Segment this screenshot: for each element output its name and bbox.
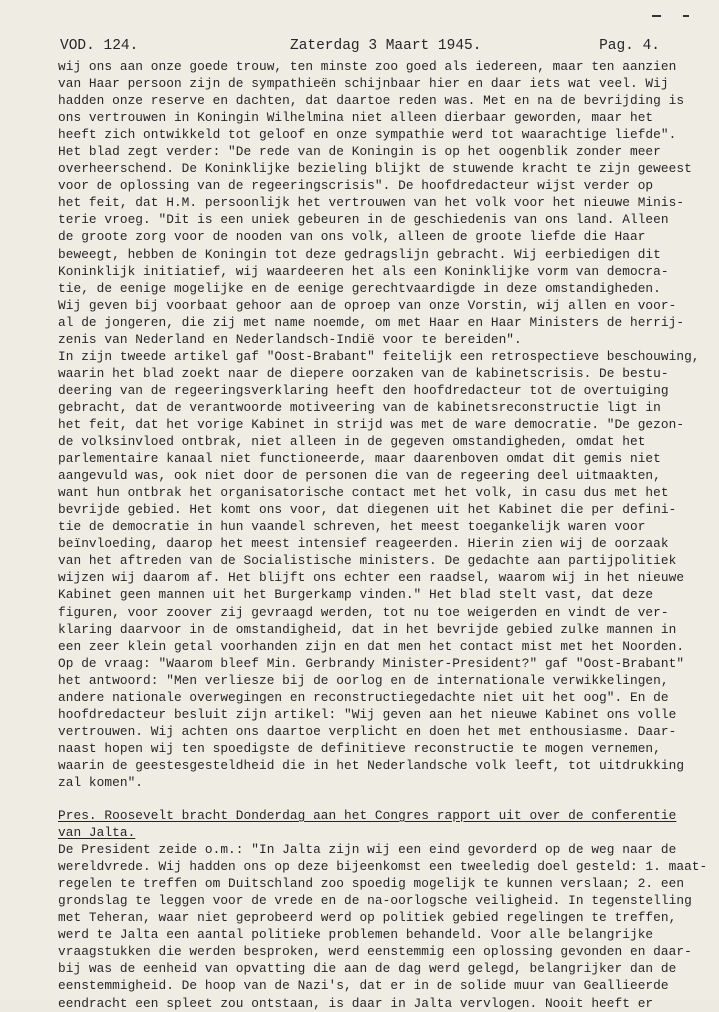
text-line: wereldvrede. Wij hadden ons op deze bijeenkomst een tweeledig doel gesteld: 1. maat- — [58, 859, 708, 875]
text-line: vertrouwen. Wij achten ons daartoe verplicht en doen het met enthousiasme. Daar- — [58, 723, 677, 739]
text-line: naast hopen wij ten spoedigste de definitieve reconstructie te mogen vernemen, — [58, 740, 661, 756]
text-line: het feit, dat het vorige Kabinet in strijd was met de ware democratie. "De gezon- — [58, 416, 685, 432]
article-jalta — [58, 807, 708, 1012]
text-line: aangevuld was, ook niet door de personen die van de regeering deel uitmaakten, — [58, 468, 661, 484]
text-line: eendracht een spleet zou ontstaan, is daar in Jalta vervlogen. Nooit heeft er — [58, 995, 654, 1011]
text-line: tie de democratie in hun vaandel schreven, het meest toegankelijk waren voor — [58, 519, 646, 535]
text-line: bevrijde gebied. Het komt ons voor, dat diegenen uit het Kabinet die per defini- — [58, 502, 677, 518]
text-line: voor de oplossing van de regeeringscrisis". De hoofdredacteur wijst verder op — [58, 178, 654, 194]
text-line: het antwoord: "Men verliesze bij de oorlog en de internationale verwikkelingen, — [58, 672, 669, 688]
text-line: Wij geven bij voorbaat gehoor aan de oproep van onze Vorstin, wij allen en voor- — [58, 297, 677, 313]
text-line: zal komen". — [58, 774, 144, 790]
text-line: Kabinet geen mannen uit het Burgerkamp vinden." Het blad stelt vast, dat deze — [58, 587, 654, 603]
text-line: grondslag te leggen voor de vrede en de na-oorlogsche veiligheid. In tegenstelling — [58, 893, 692, 909]
document-reference: VOD. 124. — [60, 38, 139, 54]
text-line: beweegt, hebben de Koningin tot deze gedragslijn gebracht. Wij eerbiedigen dit — [58, 246, 661, 262]
text-line: ons vertrouwen in Koningin Wilhelmina niet alleen dierbaar geworden, maar het — [58, 110, 654, 126]
text-line: waarin de geestesgesteldheid die in het Nederlandsche volk leeft, tot uitdrukking — [58, 757, 685, 773]
text-line: Op de vraag: "Waarom bleef Min. Gerbrandy Minister-President?" gaf "Oost-Brabant" — [58, 655, 685, 671]
mark-dash — [652, 15, 661, 17]
text-line: wij ons aan onze goede trouw, ten minste zoo goed als iedereen, maar ten aanzien — [58, 59, 677, 74]
document-date: Zaterdag 3 Maart 1945. — [290, 38, 482, 54]
body-text — [58, 58, 708, 1012]
text-line: tie, de eenige mogelijke en de eenige gerechtvaardigde in deze omstandigheden. — [58, 280, 661, 296]
text-line: deering van de regeeringsverklaring heeft den hoofdredacteur tot de overtuiging — [58, 382, 669, 398]
text-line: In zijn tweede artikel gaf "Oost-Brabant" feitelijk een retrospectieve beschouwing, — [58, 348, 700, 364]
paragraph-gap — [58, 791, 678, 807]
mark-dash — [683, 15, 689, 17]
text-line: terie vroeg. "Dit is een uniek gebeuren in de geschiedenis van ons land. Alleen — [58, 212, 669, 228]
text-line: overheerschend. De Koninklijke bezieling blijkt de stuwende kracht te zijn geweest — [58, 161, 692, 177]
text-line: al de jongeren, die zij met name noemde, om met Haar en Haar Ministers de herrij- — [58, 314, 685, 330]
text-line: van het aftreden van de Socialistische ministers. De gedachte aan partijpolitiek — [58, 553, 677, 569]
text-line: het feit, dat H.M. persoonlijk het vertrouwen van het volk voor het nieuwe Minis- — [58, 195, 685, 211]
text-line: werd te Jalta een aantal politieke problemen behandeld. Voor alle belangrijke — [58, 927, 654, 943]
article-heading: van Jalta. — [58, 825, 136, 841]
text-line: Het blad zegt verder: "De rede van de Koningin is op het oogenblik zonder meer — [58, 144, 661, 160]
text-line: Koninklijk initiatief, wij waardeeren het als een Koninklijke vorm van democra- — [58, 263, 669, 279]
text-line: figuren, voor zoover zij gevraagd werden, tot nu toe weigerden en vindt de ver- — [58, 604, 669, 620]
text-line: eenstemmigheid. De hoop van de Nazi's, dat er in de solide muur van Geallieerde — [58, 978, 669, 994]
text-line: de groote zorg voor de nooden van ons volk, alleen de groote liefde die Haar — [58, 229, 646, 245]
text-line: parlementaire kanaal niet functioneerde, maar daarenboven omdat dit gemis niet — [58, 451, 661, 467]
article-heading: Pres. Roosevelt bracht Donderdag aan het Congres rapport uit over de conferentie — [58, 808, 677, 824]
text-line: van Haar persoon zijn de sympathieën schijnbaar hier en daar iets wat veel. Wij — [58, 76, 669, 92]
text-line: vraagstukken die werden besproken, werd eenstemmig een oplossing gevonden en daar- — [58, 944, 692, 960]
article-oost-brabant — [58, 348, 700, 791]
article-koningin — [58, 58, 692, 348]
text-line: hoofdredacteur besluit zijn artikel: "Wij geven aan het nieuwe Kabinet ons volle — [58, 706, 677, 722]
text-line: klaring daarvoor in de omstandigheid, dat in het bevrijde gebied zulke mannen in — [58, 621, 677, 637]
text-line: hadden onze reserve en dachten, dat daartoe reden was. Met en na de bevrijding is — [58, 93, 685, 109]
page-header — [60, 36, 660, 56]
text-line: zenis van Nederland en Nederlandsch-Indië voor te bereiden". — [58, 331, 522, 347]
text-line: regelen te treffen om Duitschland zoo spoedig mogelijk te kunnen verslaan; 2. een — [58, 876, 685, 892]
text-line: beïnvloeding, daarop het meest intensief reageerden. Hierin zien wij de oorzaak — [58, 536, 669, 552]
text-line: bij was de eenheid van opvatting die aan de dag werd gelegd, belangrijker dan de — [58, 961, 677, 977]
page-number: Pag. 4. — [599, 38, 660, 54]
punch-marks — [652, 12, 712, 20]
text-line: wijzen wij daarom af. Het blijft ons echter een raadsel, waarom wij in het nieuwe — [58, 570, 685, 586]
text-line: want hun ontbrak het organisatorische contact met het volk, in casu dus met het — [58, 485, 669, 501]
text-line: met Teheran, waar niet geprobeerd werd op politiek gebied regelingen te treffen, — [58, 910, 677, 926]
text-line: andere nationale overwegingen en reconstructiegedachte niet uit het oog". En de — [58, 689, 669, 705]
text-line: De President zeide o.m.: "In Jalta zijn wij een eind gevorderd op de weg naar de — [58, 842, 677, 858]
text-line: de volksinvloed ontbrak, niet alleen in de gegeven omstandigheden, omdat het — [58, 434, 646, 450]
text-line: een zeer klein getal voorhanden zijn en dat men het contact mist met het Noorden. — [58, 638, 685, 654]
text-line: gebracht, dat de verantwoorde motiveering van de kabinetsreconstructie ligt in — [58, 399, 661, 415]
text-line: waarin het blad zoekt naar de diepere oorzaken van de kabinetscrisis. De bestu- — [58, 365, 669, 381]
text-line: heeft zich ontwikkeld tot geloof en onze sympathie werd tot waarachtige liefde". — [58, 127, 677, 143]
